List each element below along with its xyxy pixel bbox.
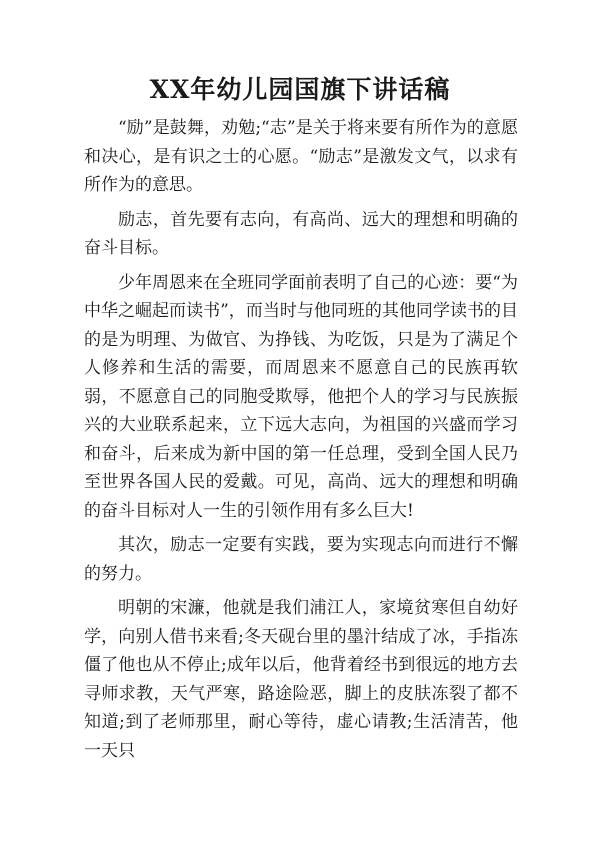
- paragraph: 少年周恩来在全班同学面前表明了自己的心迹：要“为中华之崛起而读书”，而当时与他同班的其他同学读书的目的是为明理、为做官、为挣钱、为吃饭，只是为了满足个人修养和生活的需要，而周恩来不愿意自己的民族再软弱，不愿意自己的同胞受欺辱，他把个人的学习与民族振兴的大业联系起来，立下远大志向，为祖国的兴盛而学习和奋斗，后来成为新中国的第一任总理，受到全国人民乃至世界各国人民的爱戴。可见，高尚、远大的理想和明确的奋斗目标对人一生的引领作用有多么巨大!: [84, 272, 518, 521]
- document-title: XX年幼儿园国旗下讲话稿: [149, 75, 451, 104]
- paragraph: “励”是鼓舞，劝勉;“志”是关于将来要有所作为的意愿和决心，是有识之士的心愿。“励志”是激发文气，以求有所作为的意思。: [84, 118, 518, 195]
- paragraph: 励志，首先要有志向，有高尚、远大的理想和明确的奋斗目标。: [84, 209, 518, 258]
- paragraph: 其次，励志一定要有实践，要为实现志向而进行不懈的努力。: [84, 535, 518, 584]
- paragraph: 明朝的宋濂，他就是我们浦江人，家境贫寒但自幼好学，向别人借书来看;冬天砚台里的墨汁结成了冰，手指冻僵了他也从不停止;成年以后，他背着经书到很远的地方去寻师求教，天气严寒，路途险恶，脚上的皮肤冻裂了都不知道;到了老师那里，耐心等待，虚心请教;生活清苦，他一天只: [84, 598, 518, 761]
- document-body: [84, 114, 518, 771]
